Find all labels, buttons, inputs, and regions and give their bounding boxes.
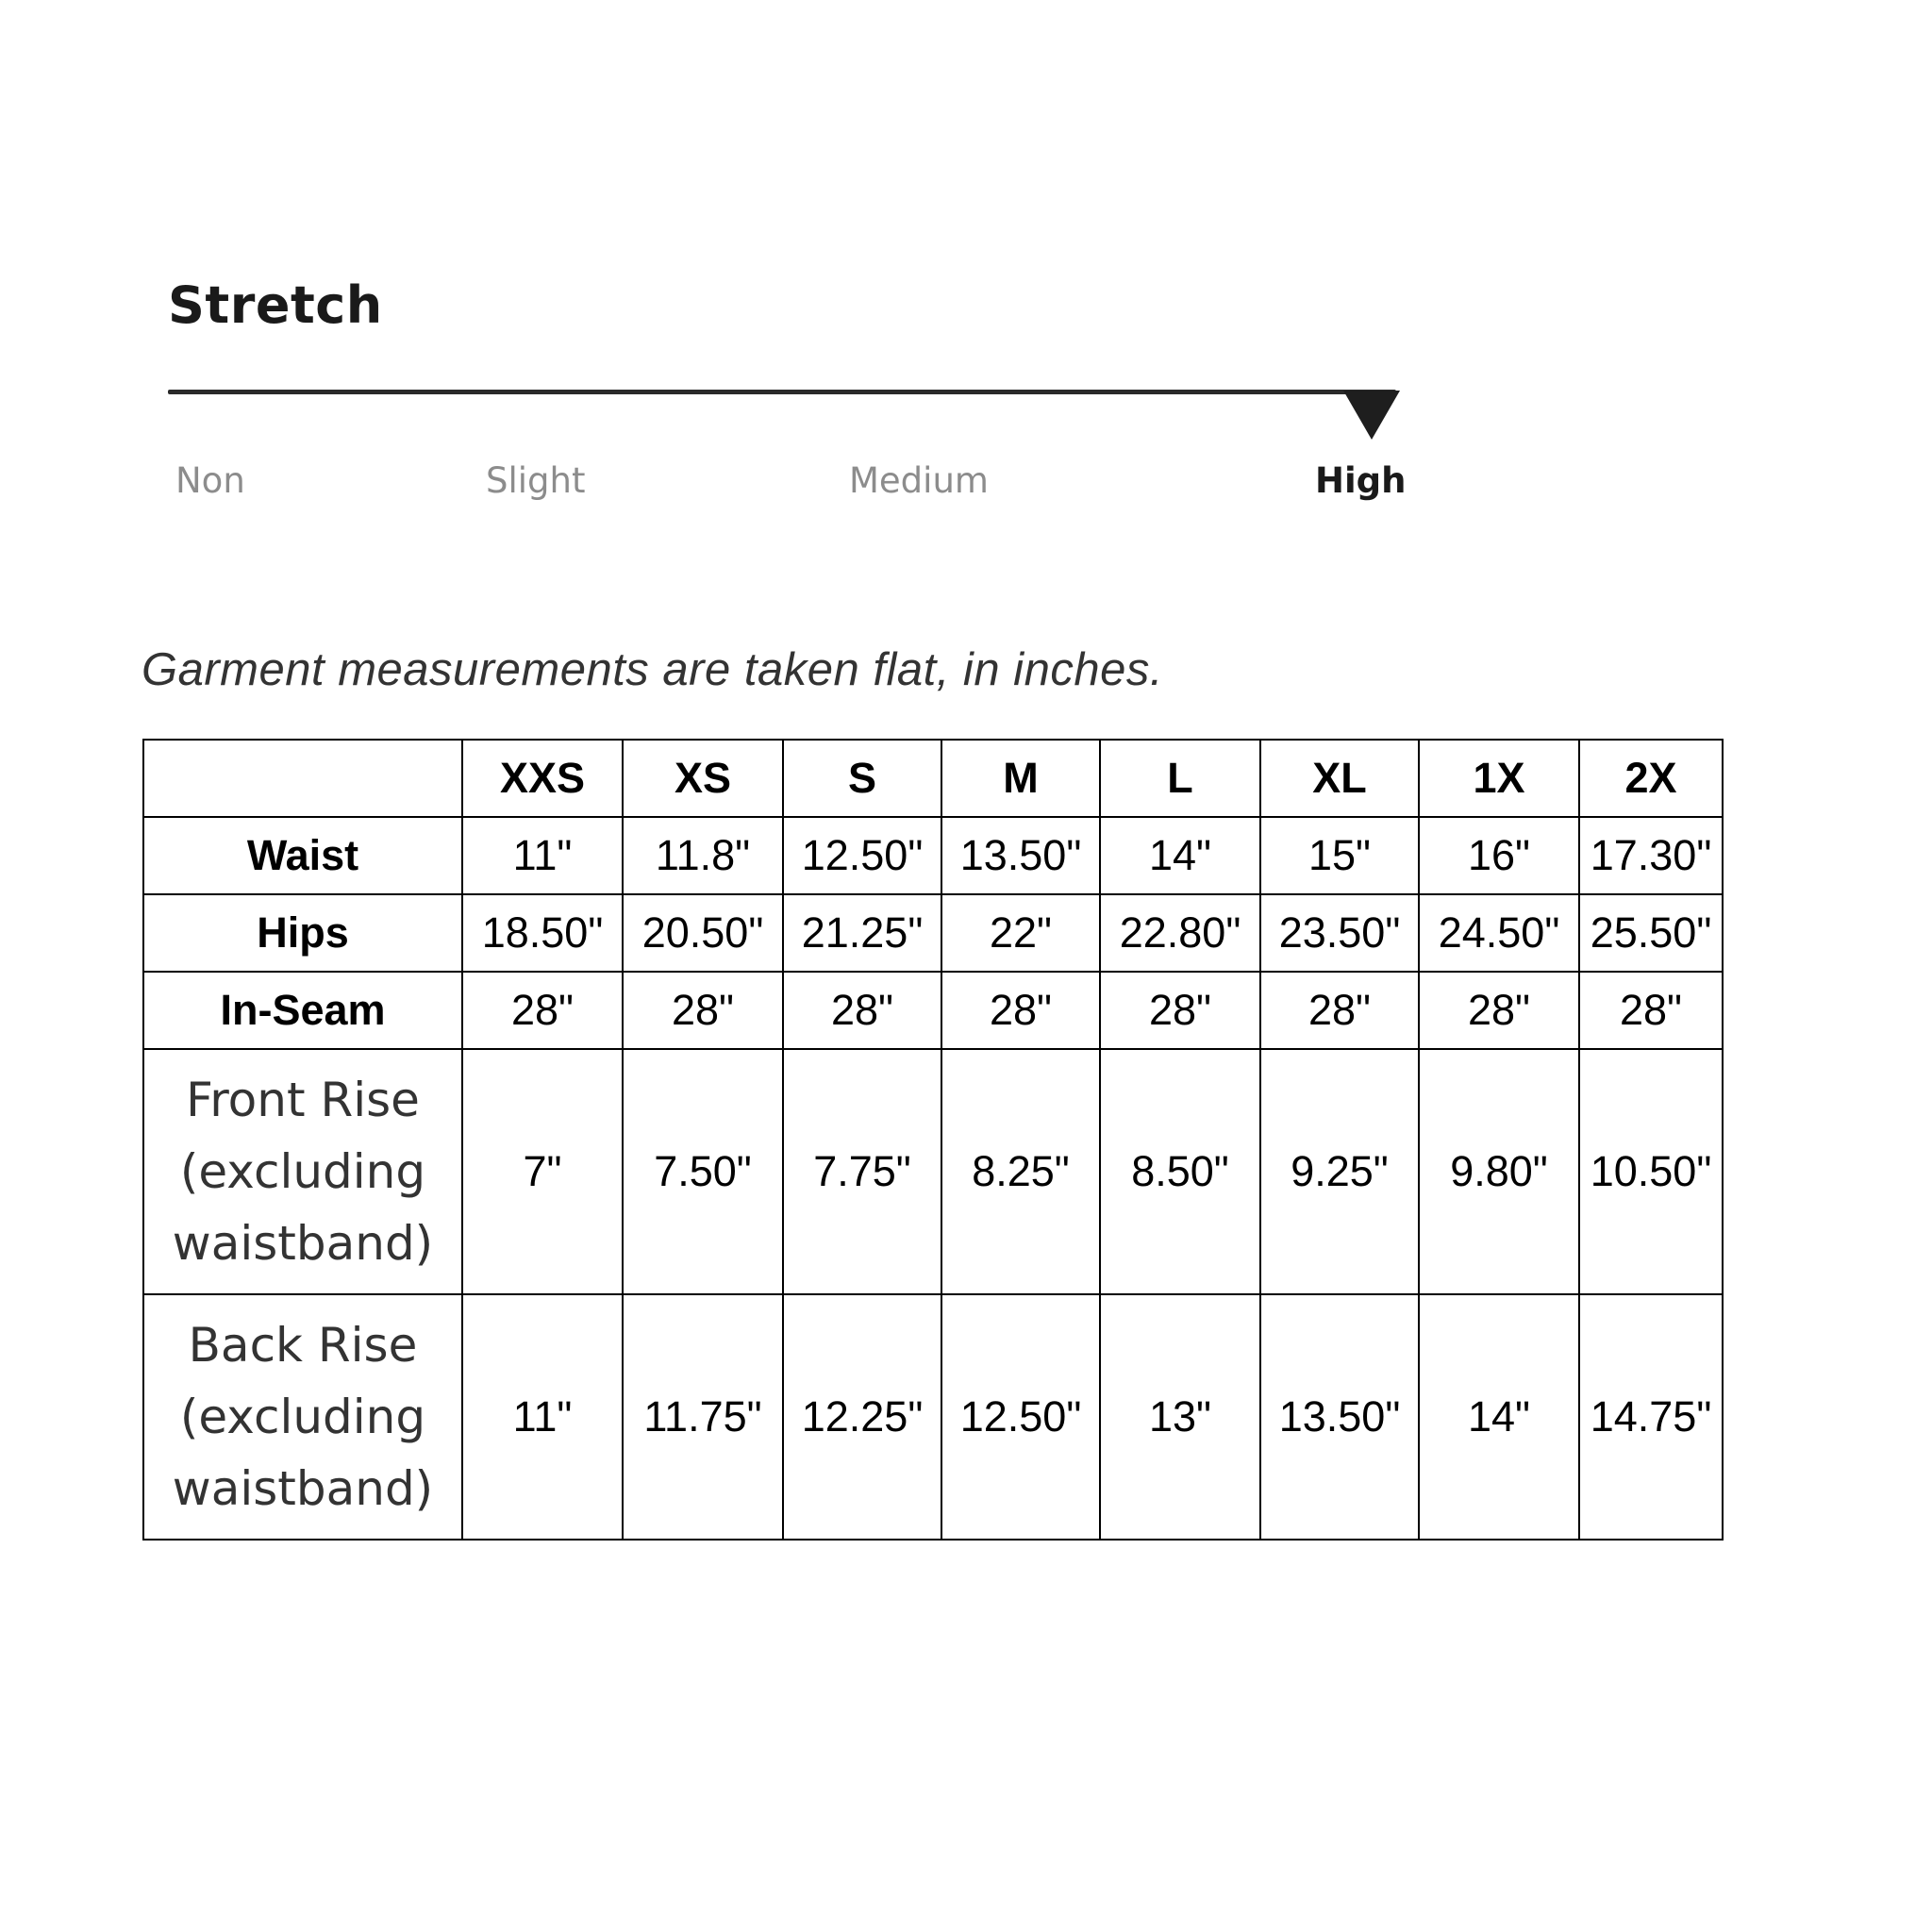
table-cell: 28" — [941, 972, 1100, 1049]
table-cell: 7.75" — [783, 1049, 941, 1294]
table-cell: 11" — [462, 1294, 623, 1540]
table-cell: 11" — [462, 817, 623, 894]
size-header-xs: XS — [623, 740, 783, 817]
row-label-in-seam: In-Seam — [143, 972, 462, 1049]
table-row-waist — [143, 817, 1723, 894]
measurement-note: Garment measurements are taken flat, in inches. — [142, 644, 1163, 695]
table-cell: 7" — [462, 1049, 623, 1294]
table-corner-cell — [143, 740, 462, 817]
row-label-back-rise: Back Rise (excluding waistband) — [143, 1294, 462, 1540]
table-cell: 13.50" — [1260, 1294, 1419, 1540]
table-cell: 7.50" — [623, 1049, 783, 1294]
table-row-front-rise — [143, 1049, 1723, 1294]
table-cell: 28" — [1100, 972, 1260, 1049]
size-header-s: S — [783, 740, 941, 817]
table-cell: 8.25" — [941, 1049, 1100, 1294]
table-cell: 12.50" — [783, 817, 941, 894]
row-label-waist: Waist — [143, 817, 462, 894]
table-cell: 13" — [1100, 1294, 1260, 1540]
table-cell: 28" — [462, 972, 623, 1049]
table-cell: 28" — [1419, 972, 1579, 1049]
row-label-front-rise: Front Rise (excluding waistband) — [143, 1049, 462, 1294]
table-cell: 9.80" — [1419, 1049, 1579, 1294]
table-cell: 28" — [623, 972, 783, 1049]
table-cell: 12.50" — [941, 1294, 1100, 1540]
table-cell: 22.80" — [1100, 894, 1260, 972]
table-cell: 14.75" — [1579, 1294, 1723, 1540]
table-cell: 11.75" — [623, 1294, 783, 1540]
size-header-xl: XL — [1260, 740, 1419, 817]
stretch-level-slight: Slight — [486, 460, 586, 501]
size-header-row — [143, 740, 1723, 817]
stretch-level-marker-icon — [1343, 391, 1400, 440]
size-header-1x: 1X — [1419, 740, 1579, 817]
table-cell: 23.50" — [1260, 894, 1419, 972]
table-cell: 11.8" — [623, 817, 783, 894]
size-chart-table — [142, 739, 1724, 1541]
table-cell: 20.50" — [623, 894, 783, 972]
table-cell: 17.30" — [1579, 817, 1723, 894]
row-label-hips: Hips — [143, 894, 462, 972]
size-header-l: L — [1100, 740, 1260, 817]
size-header-2x: 2X — [1579, 740, 1723, 817]
table-cell: 28" — [783, 972, 941, 1049]
size-header-xxs: XXS — [462, 740, 623, 817]
table-cell: 14" — [1100, 817, 1260, 894]
table-cell: 12.25" — [783, 1294, 941, 1540]
stretch-level-high: High — [1315, 460, 1407, 501]
table-row-in-seam — [143, 972, 1723, 1049]
table-cell: 28" — [1579, 972, 1723, 1049]
table-cell: 22" — [941, 894, 1100, 972]
stretch-scale-line — [168, 390, 1396, 394]
table-cell: 21.25" — [783, 894, 941, 972]
table-cell: 16" — [1419, 817, 1579, 894]
table-cell: 8.50" — [1100, 1049, 1260, 1294]
table-cell: 10.50" — [1579, 1049, 1723, 1294]
table-row-back-rise — [143, 1294, 1723, 1540]
stretch-title: Stretch — [168, 275, 383, 335]
table-cell: 9.25" — [1260, 1049, 1419, 1294]
table-cell: 15" — [1260, 817, 1419, 894]
stretch-level-medium: Medium — [849, 460, 989, 501]
table-cell: 13.50" — [941, 817, 1100, 894]
table-cell: 24.50" — [1419, 894, 1579, 972]
table-cell: 18.50" — [462, 894, 623, 972]
table-cell: 14" — [1419, 1294, 1579, 1540]
table-row-hips — [143, 894, 1723, 972]
table-cell: 28" — [1260, 972, 1419, 1049]
table-cell: 25.50" — [1579, 894, 1723, 972]
stretch-level-non: Non — [175, 460, 245, 501]
size-header-m: M — [941, 740, 1100, 817]
